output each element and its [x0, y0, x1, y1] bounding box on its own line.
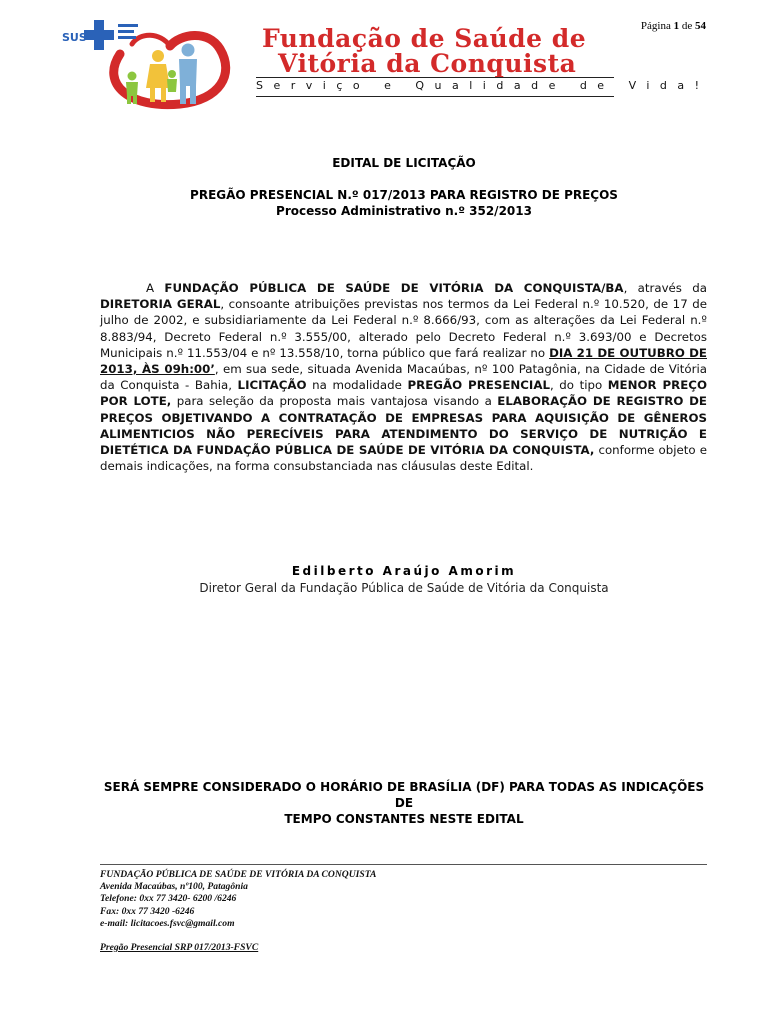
pregao-title: PREGÃO PRESENCIAL N.º 017/2013 PARA REGISTRO DE PREÇOS: [190, 188, 618, 202]
footer-fax: Fax: 0xx 77 3420 -6246: [100, 905, 195, 917]
processo-title: Processo Administrativo n.º 352/2013: [276, 204, 532, 218]
org-title-line1: Fundação de Saúde de: [262, 24, 587, 53]
org-title: [262, 26, 622, 76]
footer-phone: Telefone: 0xx 77 3420- 6200 /6246: [100, 893, 237, 905]
page-number: Página 1 de 54: [640, 20, 706, 32]
sus-cross-icon: [84, 20, 114, 50]
footer-address: Avenida Macaúbas, nº100, Patagônia: [100, 881, 248, 893]
session-date: DIA 21 DE OUTUBRO DE 2013, ÀS 09h:00’: [100, 345, 707, 377]
body-paragraph: A FUNDAÇÃO PÚBLICA DE SAÚDE DE VITÓRIA DA CONQUISTA/BA, através da DIRETORIA GERAL, consoante atribuições previstas nos termos da Lei Federal n.º 10.520, de 17 de julho de 2002, e subsidiariamente da Lei Federal n.º 8.666/93, com as alterações da Lei Federal n.º 8.883/94, Decreto Federal n.º 3.555/00, alterado pelo Decreto Federal n.º 3.693/00 e Decretos Municipais n.º 11.553/04 e nº 13.558/10, torna público que fará realizar no DIA 21 DE OUTUBRO DE 2013, ÀS 09h:00’, em sua sede, situada Avenida Macaúbas, nº 100 Patagônia, na Cidade de Vitória da Conquista - Bahia, LICITAÇÃO na modalidade PREGÃO PRESENCIAL, do tipo MENOR PREÇO POR LOTE, para seleção da proposta mais vantajosa visando a ELABORAÇÃO DE REGISTRO DE PREÇOS OBJETIVANDO A CONTRATAÇÃO DE EMPRESAS PARA AQUISIÇÃO DE GÊNEROS ALIMENTICIOS NÃO PERECÍVEIS PARA ATENDIMENTO DO SERVIÇO DE NUTRIÇÃO E DIETÉTICA DA FUNDAÇÃO PÚBLICA DE SAÚDE DE VITÓRIA DA CONQUISTA, conforme objeto e demais indicações, na forma consubstanciada nas cláusulas deste Edital.: [100, 281, 707, 474]
foundation-logo: [60, 14, 240, 110]
signer-name: Edilberto Araújo Amorim: [291, 564, 517, 578]
footer-email: e-mail: licitacoes.fsvc@gmail.com: [100, 917, 235, 929]
sus-label: SUS: [62, 31, 87, 44]
doc-title: EDITAL DE LICITAÇÃO: [332, 156, 476, 170]
footer-divider: [100, 864, 707, 865]
org-title-line2: Vitória da Conquista: [278, 49, 577, 78]
footer: [100, 869, 707, 954]
tagline: Serviço e Qualidade de Vida!: [256, 79, 710, 92]
tagline-box: [256, 77, 710, 97]
pregao-heading: [100, 187, 708, 219]
signer-role: Diretor Geral da Fundação Pública de Saúde de Vitória da Conquista: [199, 581, 609, 595]
footer-reference: Pregão Presencial SRP 017/2013-FSVC: [100, 942, 259, 954]
family-figures-icon: [126, 44, 197, 105]
time-notice: SERÁ SEMPRE CONSIDERADO O HORÁRIO DE BRASÍLIA (DF) PARA TODAS AS INDICAÇÕES DE TEMPO CONSTANTES NESTE EDITAL: [103, 780, 705, 826]
footer-org: FUNDAÇÃO PÚBLICA DE SAÚDE DE VITÓRIA DA CONQUISTA: [100, 869, 377, 880]
